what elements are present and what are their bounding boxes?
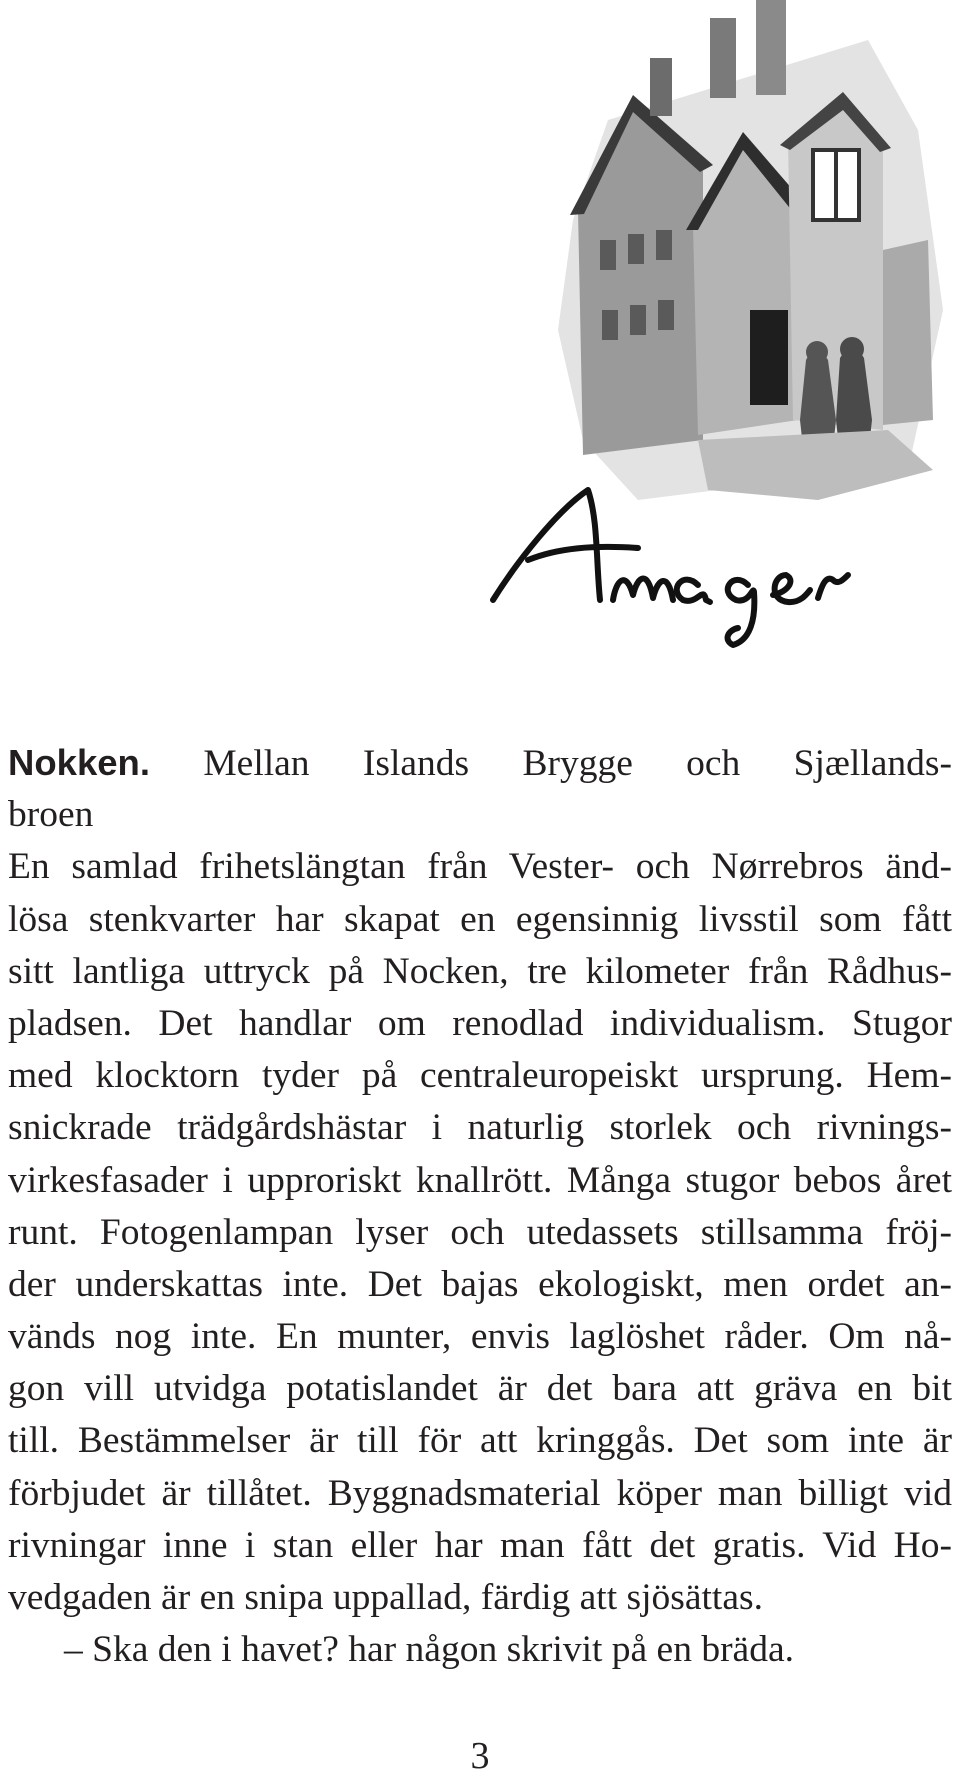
quote-line: – Ska den i havet? har någon skrivit på en bräda. — [64, 1629, 794, 1671]
paragraph-line: rivningar inne i stan eller har man fått det gratis. Vid Ho- — [8, 1524, 952, 1566]
paragraph-line: pladsen. Det handlar om renodlad individualism. Stugor — [8, 1002, 952, 1044]
chimney — [650, 58, 672, 116]
paragraph-line: gon vill utvidga potatislandet är det bara att gräva en bit — [8, 1368, 952, 1410]
amager-street-illustration — [488, 0, 960, 660]
street-shadow — [698, 430, 933, 500]
house-side-wing — [883, 240, 933, 425]
paragraph-line: förbjudet är tillåtet. Byggnadsmaterial köper man billigt vid — [8, 1472, 952, 1514]
paragraph-line: vänds nog inte. En munter, envis laglöshet råder. Om nå- — [8, 1316, 952, 1358]
body-text — [8, 737, 952, 1676]
paragraph-line: En samlad frihetslängtan från Vester- och Nørrebros änd- — [8, 846, 952, 888]
page-number: 3 — [470, 1735, 490, 1777]
window — [628, 234, 644, 264]
paragraph-line-last: vedgaden är en snipa uppallad, färdig att sjösättas. — [8, 1577, 763, 1618]
window — [602, 310, 618, 340]
figure-left-head — [806, 341, 828, 363]
amager-signature — [493, 490, 848, 645]
paragraph-line: med klocktorn tyder på centraleuropeiskt ursprung. Hem- — [8, 1055, 952, 1097]
heading-line-continued: broen — [8, 794, 94, 836]
heading-line — [8, 737, 952, 789]
window — [600, 240, 616, 270]
paragraph-line: virkesfasader i upproriskt knallrött. Många stugor bebos året — [8, 1159, 952, 1201]
window — [658, 300, 674, 330]
window — [656, 230, 672, 260]
paragraph-line: till. Bestämmelser är till för att kringgås. Det som inte är — [8, 1420, 952, 1462]
section-title: Nokken. — [8, 742, 150, 783]
chimney — [710, 18, 736, 98]
paragraph-line: lösa stenkvarter har skapat en egensinnig livsstil som fått — [8, 898, 952, 940]
doorway — [750, 310, 788, 405]
paragraph-line: runt. Fotogenlampan lyser och utedassets stillsamma fröj- — [8, 1211, 952, 1253]
paragraph-line: snickrade trädgårdshästar i naturlig storlek och rivnings- — [8, 1107, 952, 1149]
section-subtitle: Mellan Islands Brygge och Sjællands- — [203, 743, 952, 784]
chimney — [756, 0, 786, 95]
paragraph-line: sitt lantliga uttryck på Nocken, tre kilometer från Rådhus- — [8, 950, 952, 992]
paragraph-line: der underskattas inte. Det bajas ekologiskt, men ordet an- — [8, 1263, 952, 1305]
figure-right-head — [840, 337, 864, 361]
window — [630, 305, 646, 335]
